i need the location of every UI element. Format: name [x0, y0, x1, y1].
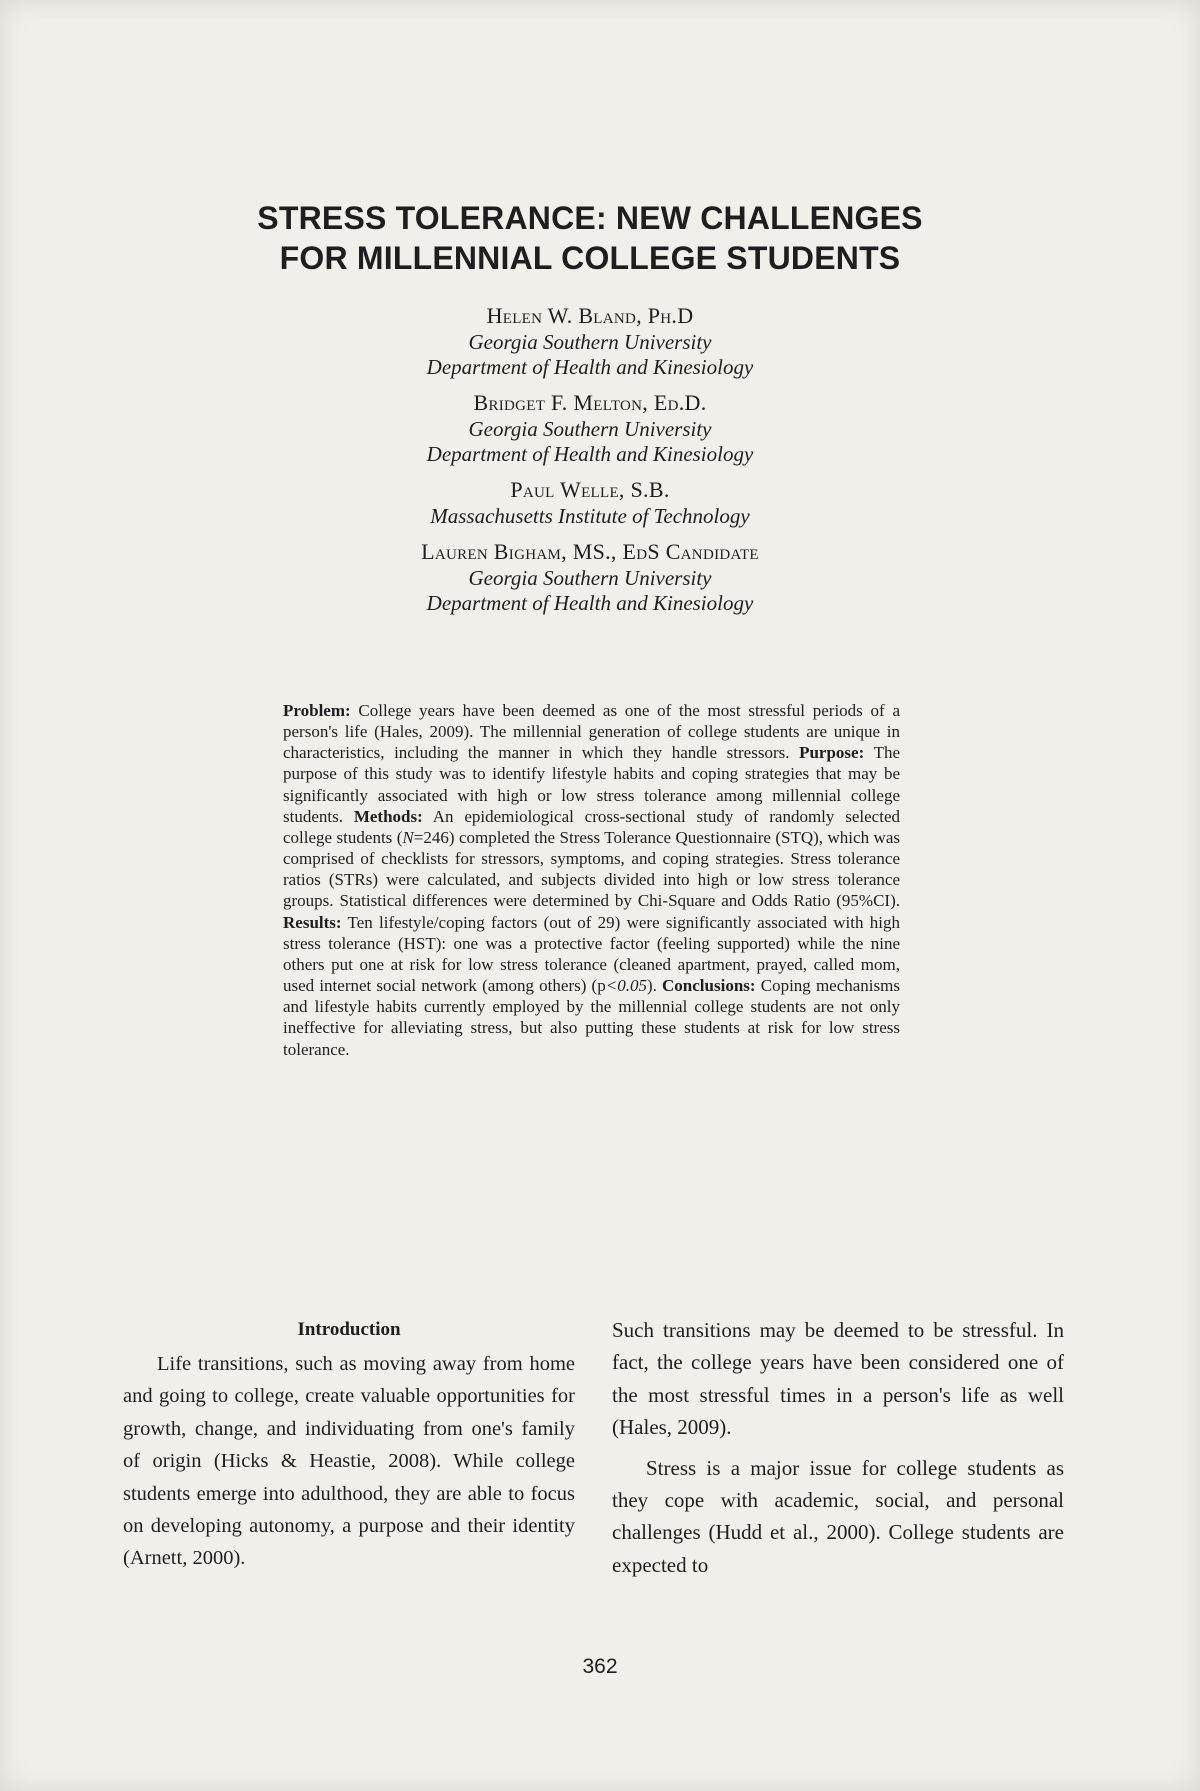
abstract-methods-text: An epidemiological cross-sectional study of randomly selected college students ( [283, 806, 900, 847]
author-department: Department of Health and Kinesiology [426, 442, 754, 466]
title-line-1: STRESS TOLERANCE: NEW CHALLENGES [257, 200, 923, 236]
abstract-methods-label: Methods: [353, 806, 423, 826]
author-affiliation: Massachusetts Institute of Technology [430, 504, 750, 528]
abstract-methods-text-cont: =246) completed the Stress Tolerance Questionnaire (STQ), which was comprised of checklists for stressors, symptoms, and coping strategies. Stress tolerance ratios (STRs) were calculated, and subjects divided into high or low stress tolerance groups. Statistical differences were determined by Chi-Square and Odds Ratio (95%CI). [283, 827, 900, 911]
abstract-conclusions-label: Conclusions: [662, 976, 756, 996]
abstract-purpose-label: Purpose: [799, 743, 865, 763]
abstract-results-label: Results: [283, 912, 342, 932]
abstract-p-value: <0.05 [605, 976, 647, 996]
body-paragraph: Stress is a major issue for college students as they cope with academic, social, and personal challenges (Hudd et al., 2000). College students are expected to [612, 1455, 1064, 1577]
paper-title [150, 198, 1030, 278]
abstract-problem-text: College years have been deemed as one of the most stressful periods of a person's life (Hales, 2009). The millennial generation of college students are unique in characteristics, including the manner in which they handle stressors. [283, 701, 900, 763]
author-block [280, 389, 900, 467]
page-number: 362 [582, 1655, 618, 1678]
author-name: Lauren Bigham, MS., EdS Candidate [421, 539, 759, 564]
author-block [280, 302, 900, 380]
author-name: Helen W. Bland, Ph.D [486, 303, 694, 328]
abstract-purpose-text: The purpose of this study was to identify lifestyle habits and coping strategies that may be significantly associated with high or low stress tolerance among millennial college students. [283, 743, 900, 826]
author-affiliation: Georgia Southern University [468, 566, 712, 590]
abstract-problem-label: Problem: [283, 701, 351, 720]
author-affiliation: Georgia Southern University [468, 417, 712, 441]
body-paragraph: Life transitions, such as moving away from home and going to college, create valuable opportunities for growth, change, and individuating from one's family of origin (Hicks & Heastie, 2008). While college students emerge into adulthood, they are able to focus on developing autonomy, a purpose and their identity (Arnett, 2000). [123, 1353, 575, 1570]
left-column [123, 1318, 575, 1575]
right-column [612, 1314, 1064, 1581]
author-department: Department of Health and Kinesiology [426, 355, 754, 379]
section-heading: Introduction [297, 1319, 401, 1340]
author-name: Paul Welle, S.B. [510, 477, 670, 502]
abstract-conclusions-text: Coping mechanisms and lifestyle habits currently employed by the millennial college students are not only ineffective for alleviating stress, but also putting these students at risk for low stress tolerance. [283, 976, 900, 1059]
author-block [280, 476, 900, 529]
abstract [283, 700, 900, 1060]
author-department: Department of Health and Kinesiology [426, 591, 754, 615]
abstract-results-text-cont: ). [646, 976, 663, 996]
body-paragraph: Such transitions may be deemed to be stressful. In fact, the college years have been considered one of the most stressful times in a person's life as well (Hales, 2009). [612, 1318, 1064, 1440]
title-line-2: FOR MILLENNIAL COLLEGE STUDENTS [279, 240, 901, 276]
author-name: Bridget F. Melton, Ed.D. [473, 390, 707, 415]
abstract-sample-symbol: N [402, 827, 414, 847]
abstract-results-text: Ten lifestyle/coping factors (out of 29) were significantly associated with high stress tolerance (HST): one was a protective factor (feeling supported) while the nine others put one at risk for low stress tolerance (cleaned apartment, prayed, called mom, used internet social network (among others) (p [283, 912, 900, 996]
author-list [280, 302, 900, 625]
author-block [280, 538, 900, 616]
author-affiliation: Georgia Southern University [468, 330, 712, 354]
